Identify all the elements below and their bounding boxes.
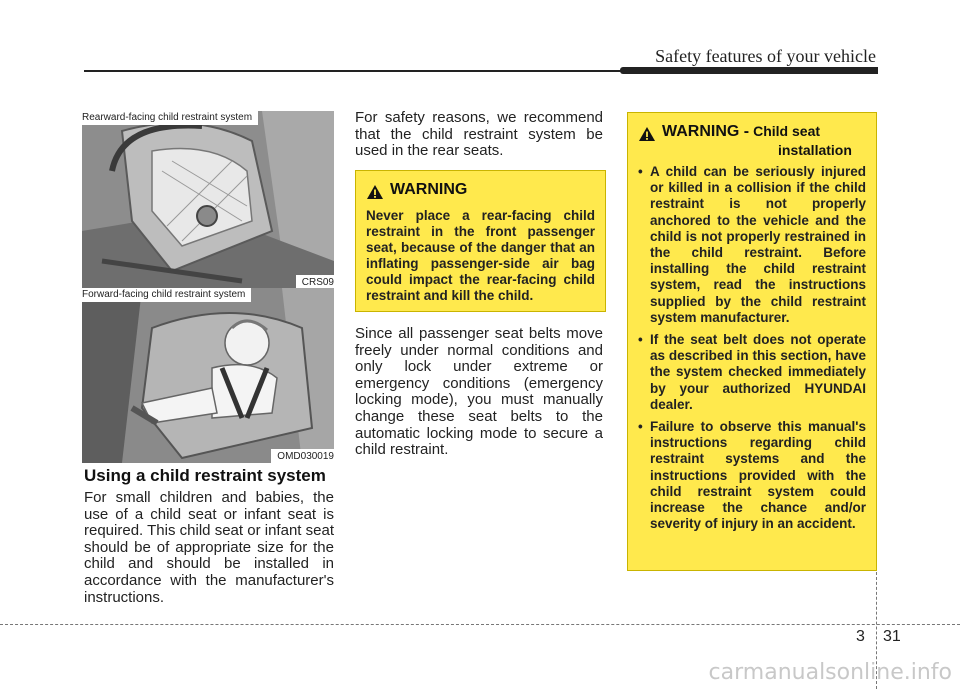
warning-box-rear-facing	[355, 170, 606, 312]
body-paragraph: For small children and babies, the use of a child seat or infant seat is required. This child seat or infant seat should be of appropriate size for the child and should be installed in accordance with the manufacturer's instructions.	[84, 489, 334, 606]
figure-caption: Rearward-facing child restraint system	[82, 111, 258, 125]
header-rule-tab	[620, 67, 878, 74]
warning-bullet-list	[638, 164, 866, 532]
rearward-seat-illustration	[82, 111, 334, 289]
warning-bullet-text: Failure to observe this manual's instructions regarding child restraint systems and the instructions provided with the child restraint system could increase the chance and/or severity of injury in an accident.	[650, 419, 866, 532]
bullet-icon: •	[638, 419, 643, 435]
figure-code: CRS09	[296, 275, 334, 289]
warning-icon	[638, 126, 656, 142]
footer-rule	[0, 624, 960, 625]
warning-subtitle: Child seat	[753, 123, 821, 139]
figure-code: OMD030019	[271, 449, 334, 463]
forward-seat-illustration	[82, 288, 334, 463]
header-rule	[84, 70, 624, 72]
bullet-icon: •	[638, 164, 643, 179]
figure-caption: Forward-facing child restraint system	[82, 288, 251, 302]
list-item	[638, 419, 866, 532]
list-item	[638, 164, 866, 326]
intro-paragraph: For safety reasons, we recommend that the child restraint system be used in the rear seats.	[355, 109, 603, 160]
warning-box-child-seat-installation	[627, 112, 877, 571]
warning-icon	[366, 184, 384, 200]
warning-text: Never place a rear-facing child restraint in the front passenger seat, because of the danger that an inflating passenger-side air bag could impact the rear-facing child restraint and kill the child.	[366, 208, 595, 303]
warning-subtitle-continued: installation	[778, 142, 852, 158]
page-number: 31	[883, 628, 901, 645]
bullet-icon: •	[638, 332, 643, 348]
warning-bullet-text: A child can be seriously injured or killed in a collision if the child restraint is not properly anchored to the vehicle and the child is not properly restrained in the child restraint. Before installing the child restraint system, read the instructions supplied by the child restraint system manufacturer.	[650, 164, 866, 325]
list-item	[638, 332, 866, 413]
chapter-number: 3	[856, 628, 865, 645]
warning-bullet-text: If the seat belt does not operate as described in this section, have the system checked immediately by your authorized HYUNDAI dealer.	[650, 332, 866, 412]
watermark: carmanualsonline.info	[708, 660, 952, 685]
section-heading: Using a child restraint system	[84, 466, 326, 485]
header-title: Safety features of your vehicle	[655, 46, 876, 66]
warning-title: WARNING -	[662, 123, 750, 140]
warning-title: WARNING	[390, 181, 468, 198]
figure-forward-facing-seat	[82, 288, 334, 463]
seat-belt-paragraph: Since all passenger seat belts move freely under normal conditions and only lock under extreme or emergency conditions (emergency locking mode), you must manually change these seat belts to the automatic locking mode to secure a child restraint.	[355, 325, 603, 459]
figure-rearward-facing-seat	[82, 111, 334, 289]
